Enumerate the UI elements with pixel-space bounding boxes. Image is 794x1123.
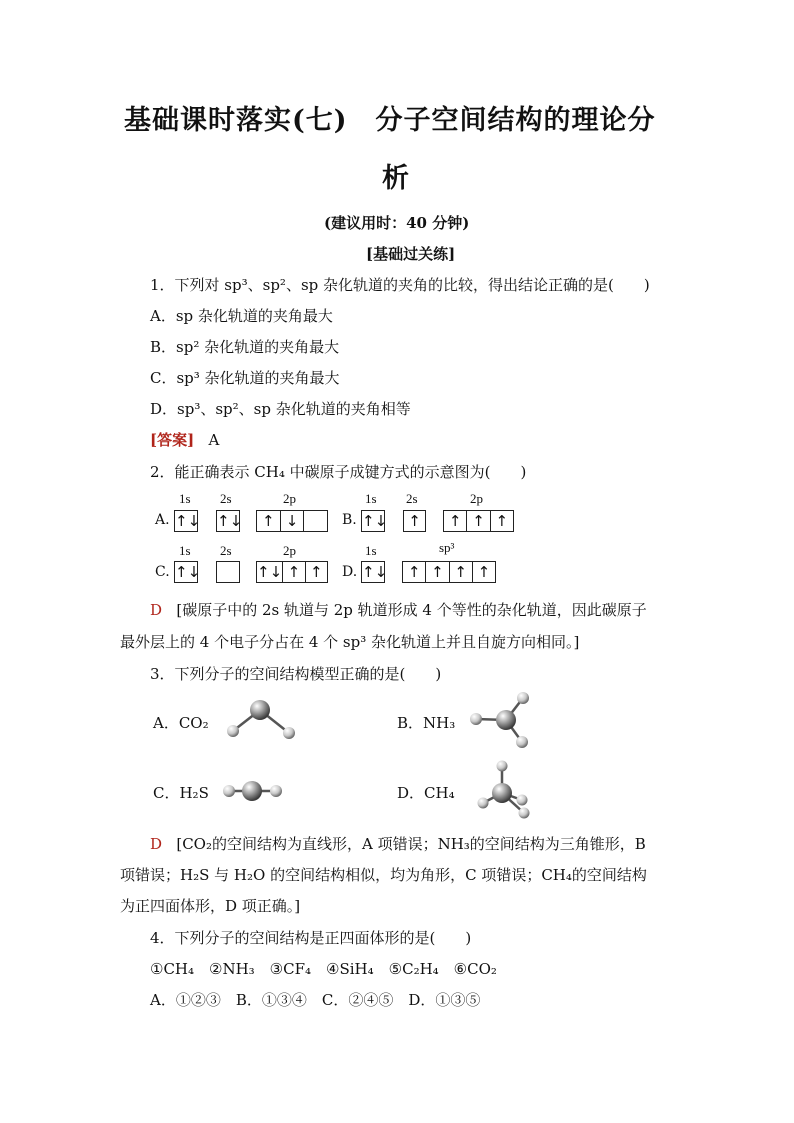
orbital-cell: ↑↓ <box>362 512 388 530</box>
q2-b-2p-label: 2p <box>470 491 483 506</box>
q2-a-label: A. <box>155 512 170 528</box>
q3-option-b-label: B．NH₃ <box>397 714 456 732</box>
central-atom <box>492 783 512 803</box>
orbital-cell: ↓ <box>281 511 305 531</box>
outer-atom <box>497 761 508 772</box>
orbital-cell <box>217 562 239 582</box>
q2-b-2s-label: 2s <box>406 491 418 506</box>
q2-a-2s-label: 2s <box>220 491 232 506</box>
central-atom <box>496 710 516 730</box>
q2-stem: 2．能正确表示 CH₄ 中碳原子成键方式的示意图为( ) <box>150 463 527 481</box>
orbital-cell: ↑↓ <box>257 563 283 581</box>
q1-option-b: B．sp² 杂化轨道的夹角最大 <box>150 338 340 356</box>
q3-explanation-3: 为正四面体形，D 项正确。] <box>120 897 301 915</box>
q2-d-label: D. <box>342 564 358 580</box>
nh3-planar-model-figure <box>466 688 532 750</box>
outer-atom <box>516 736 528 748</box>
q2-d-sp3-label: sp³ <box>439 540 455 555</box>
q2-c-2s-box <box>216 561 240 583</box>
q3-explanation-text: [CO₂的空间结构为直线形，A 项错误；NH₃的空间结构为三角锥形，B <box>176 835 646 853</box>
orbital-cell: ↑ <box>283 562 305 582</box>
orbital-cell: ↑↓ <box>175 563 201 581</box>
q2-c-label: C. <box>155 564 170 580</box>
q2-a-2p-label: 2p <box>283 491 296 506</box>
outer-atom <box>270 785 282 797</box>
outer-atom <box>227 725 239 737</box>
outer-atom <box>517 795 528 806</box>
q1-answer-line <box>150 429 219 450</box>
q2-d-1s-label: 1s <box>365 543 377 558</box>
q2-d-sp3-box <box>402 561 496 583</box>
q1-option-c: C．sp³ 杂化轨道的夹角最大 <box>150 369 340 387</box>
q2-b-2p-box <box>443 510 514 532</box>
q2-a-1s-label: 1s <box>179 491 191 506</box>
outer-atom <box>519 808 530 819</box>
q3-explanation-1 <box>150 833 646 854</box>
q2-b-1s-label: 1s <box>365 491 377 506</box>
q3-option-c-label: C．H₂S <box>153 784 209 802</box>
orbital-cell: ↑ <box>426 562 449 582</box>
outer-atom <box>223 785 235 797</box>
orbital-cell: ↑↓ <box>175 512 201 530</box>
central-atom <box>242 781 262 801</box>
q2-b-2s-box <box>403 510 426 532</box>
q2-explanation-2: 最外层上的 4 个电子分占在 4 个 sp³ 杂化轨道上并且自旋方向相同。] <box>120 633 580 651</box>
orbital-cell: ↑↓ <box>362 563 388 581</box>
central-atom <box>250 700 270 720</box>
q2-a-2s-box <box>216 510 243 532</box>
q2-explanation-text: [碳原子中的 2s 轨道与 2p 轨道形成 4 个等性的杂化轨道，因此碳原子 <box>176 601 647 619</box>
orbital-cell: ↑↓ <box>217 512 243 530</box>
orbital-cell: ↑ <box>444 511 467 531</box>
orbital-cell: ↑ <box>310 563 323 581</box>
co2-bent-model-figure <box>225 697 297 743</box>
page-title-cont: 析 <box>382 163 410 194</box>
q2-answer: D <box>150 601 163 619</box>
orbital-cell <box>304 511 327 531</box>
q1-option-a: A．sp 杂化轨道的夹角最大 <box>150 307 333 325</box>
orbital-cell: ↑ <box>408 512 421 530</box>
q4-options: A．①②③ B．①③④ C．②④⑤ D．①③⑤ <box>150 991 481 1009</box>
q1-stem: 1．下列对 sp³、sp²、sp 杂化轨道的夹角的比较，得出结论正确的是( ) <box>150 276 650 294</box>
q2-c-1s-box <box>174 561 201 583</box>
h2s-linear-model-figure <box>220 778 286 804</box>
q3-answer: D <box>150 835 163 853</box>
q2-explanation-1 <box>150 599 647 620</box>
outer-atom <box>283 727 295 739</box>
outer-atom <box>478 798 489 809</box>
q2-c-2s-label: 2s <box>220 543 232 558</box>
q2-b-label: B. <box>342 512 357 528</box>
orbital-cell: ↑ <box>495 512 509 530</box>
q2-c-2p-label: 2p <box>283 543 296 558</box>
q3-option-d-label: D．CH₄ <box>397 784 455 802</box>
q3-option-a-label: A．CO₂ <box>153 714 209 732</box>
page-title: 基础课时落实(七) 分子空间结构的理论分 <box>124 105 656 136</box>
orbital-cell: ↑ <box>450 562 473 582</box>
q3-explanation-2: 项错误；H₂S 与 H₂O 的空间结构相似，均为角形，C 项错误；CH₄的空间结构 <box>120 866 647 884</box>
orbital-cell: ↑ <box>257 511 281 531</box>
q4-stem: 4．下列分子的空间结构是正四面体形的是( ) <box>150 929 472 947</box>
orbital-cell: ↑ <box>403 562 426 582</box>
q2-c-1s-label: 1s <box>179 543 191 558</box>
q3-stem: 3．下列分子的空间结构模型正确的是( ) <box>150 665 442 683</box>
outer-atom <box>470 713 482 725</box>
q1-answer: A <box>208 431 220 449</box>
section-heading: [基础过关练] <box>366 245 456 263</box>
q2-d-1s-box <box>361 561 388 583</box>
q1-option-d: D．sp³、sp²、sp 杂化轨道的夹角相等 <box>150 400 411 418</box>
orbital-cell: ↑ <box>467 511 490 531</box>
q2-c-2p-box <box>256 561 328 583</box>
q2-a-1s-box <box>174 510 201 532</box>
orbital-cell: ↑ <box>477 563 491 581</box>
ch4-tetrahedral-model-figure <box>474 758 536 820</box>
outer-atom <box>517 692 529 704</box>
q2-b-1s-box <box>361 510 388 532</box>
q4-items: ①CH₄ ②NH₃ ③CF₄ ④SiH₄ ⑤C₂H₄ ⑥CO₂ <box>150 960 497 978</box>
answer-tag: [答案] <box>150 431 195 449</box>
time-hint: (建议用时：40 分钟) <box>324 214 470 232</box>
q2-a-2p-box <box>256 510 328 532</box>
